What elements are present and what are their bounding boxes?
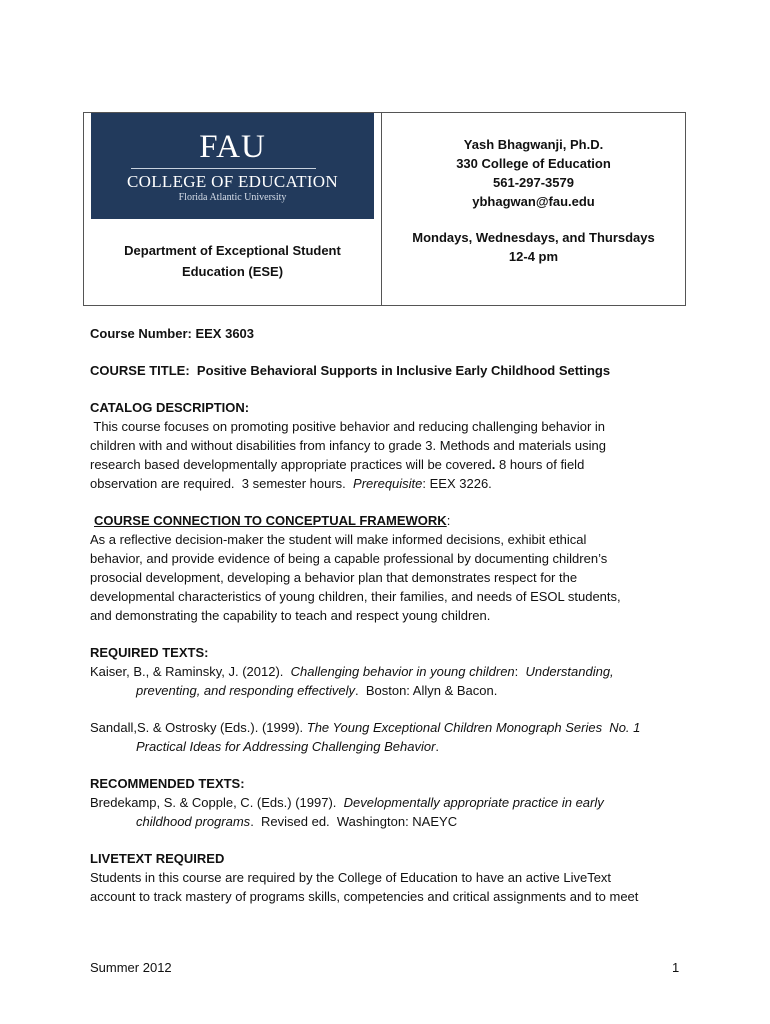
required-ref-2-authors: Sandall,S. & Ostrosky (Eds.). (1999). [90, 720, 307, 735]
required-texts-heading: REQUIRED TEXTS: [90, 645, 209, 660]
required-ref-1-colon: : [514, 664, 526, 679]
instructor-phone: 561-297-3579 [493, 175, 574, 190]
recommended-ref-1-title-start: Developmentally appropriate practice in early [343, 795, 604, 810]
required-ref-1-title: Challenging behavior in young children [290, 664, 515, 679]
header-right-cell [382, 113, 685, 305]
livetext-heading: LIVETEXT REQUIRED [90, 851, 225, 866]
recommended-texts-heading: RECOMMENDED TEXTS: [90, 776, 245, 791]
office-hours-time: 12-4 pm [508, 249, 559, 264]
logo-fau-text: FAU [199, 129, 266, 165]
catalog-line-1: This course focuses on promoting positive behavior and reducing challenging behavior in [90, 419, 606, 434]
recommended-ref-1-line-2 [90, 812, 680, 831]
course-number: Course Number: EEX 3603 [90, 326, 255, 341]
framework-line-4: developmental characteristics of young children, their families, and needs of ESOL students, [90, 589, 621, 604]
required-ref-2-period: . [435, 739, 440, 754]
catalog-line-4 [90, 474, 680, 493]
framework-line-2: behavior, and provide evidence of being a capable professional by documenting children’s [90, 551, 608, 566]
framework-line-1: As a reflective decision-maker the student will make informed decisions, exhibit ethical [90, 532, 587, 547]
catalog-line-3-text: research based developmentally appropriate practices will be covered [90, 457, 492, 472]
catalog-prerequisite-label: Prerequisite [353, 476, 423, 491]
required-ref-2-line-2 [90, 737, 680, 756]
recommended-ref-1-authors: Bredekamp, S. & Copple, C. (Eds.) (1997). [90, 795, 344, 810]
instructor-email: ybhagwan@fau.edu [472, 194, 595, 209]
syllabus-header-table [83, 112, 686, 306]
course-title-label: COURSE TITLE: [90, 363, 190, 378]
course-title [90, 361, 680, 380]
instructor-name: Yash Bhagwanji, Ph.D. [463, 137, 604, 152]
header-left-cell [84, 113, 382, 305]
syllabus-body [90, 324, 680, 906]
department-line-1: Department of Exceptional Student [124, 243, 341, 258]
catalog-line-3-hours: 8 hours of field [495, 457, 585, 472]
livetext-line-1: Students in this course are required by the College of Education to have an active LiveText [90, 870, 612, 885]
footer-term: Summer 2012 [90, 960, 172, 975]
catalog-heading: CATALOG DESCRIPTION: [90, 400, 250, 415]
office-hours [382, 228, 685, 266]
instructor-contact [382, 135, 685, 211]
catalog-line-3 [90, 455, 680, 474]
framework-line-3: prosocial development, developing a behavior plan that demonstrates respect for the [90, 570, 578, 585]
logo-college-text: COLLEGE OF EDUCATION [127, 172, 338, 191]
required-ref-1-line-2 [90, 681, 680, 700]
instructor-office: 330 College of Education [456, 156, 611, 171]
fau-college-logo [91, 113, 374, 219]
framework-heading-text: COURSE CONNECTION TO CONCEPTUAL FRAMEWORK [94, 513, 447, 528]
recommended-ref-1-title-end: childhood programs [136, 814, 251, 829]
required-ref-1-publisher: . Boston: Allyn & Bacon. [354, 683, 498, 698]
required-ref-1-line-1 [90, 662, 680, 681]
department-name [84, 240, 381, 282]
required-ref-2-line-1 [90, 718, 680, 737]
required-ref-1-subtitle-end: preventing, and responding effectively [136, 683, 355, 698]
framework-heading [90, 511, 680, 530]
department-line-2: Education (ESE) [181, 264, 284, 279]
catalog-prerequisite-value: : EEX 3226. [422, 476, 492, 491]
recommended-ref-1-publisher: . Revised ed. Washington: NAEYC [250, 814, 458, 829]
office-hours-days: Mondays, Wednesdays, and Thursdays [412, 230, 655, 245]
catalog-line-2: children with and without disabilities from infancy to grade 3. Methods and materials using [90, 438, 606, 453]
livetext-line-2: account to track mastery of programs skills, competencies and critical assignments and to meet [90, 889, 639, 904]
catalog-line-4-text: observation are required. 3 semester hours. [90, 476, 354, 491]
required-ref-1-subtitle-start: Understanding, [525, 664, 614, 679]
logo-divider [131, 168, 316, 169]
logo-university-text: Florida Atlantic University [178, 192, 287, 203]
required-ref-2-series: The Young Exceptional Children Monograph Series No. 1 [306, 720, 641, 735]
course-title-value: Positive Behavioral Supports in Inclusive Early Childhood Settings [196, 363, 611, 378]
framework-line-5: and demonstrating the capability to teach and respect young children. [90, 608, 491, 623]
recommended-ref-1-line-1 [90, 793, 680, 812]
required-ref-1-authors: Kaiser, B., & Raminsky, J. (2012). [90, 664, 291, 679]
footer-page-number: 1 [672, 960, 680, 975]
required-ref-2-title: Practical Ideas for Addressing Challenging Behavior [136, 739, 436, 754]
framework-heading-colon: : [446, 513, 451, 528]
catalog-line-3-period: . [491, 457, 496, 472]
